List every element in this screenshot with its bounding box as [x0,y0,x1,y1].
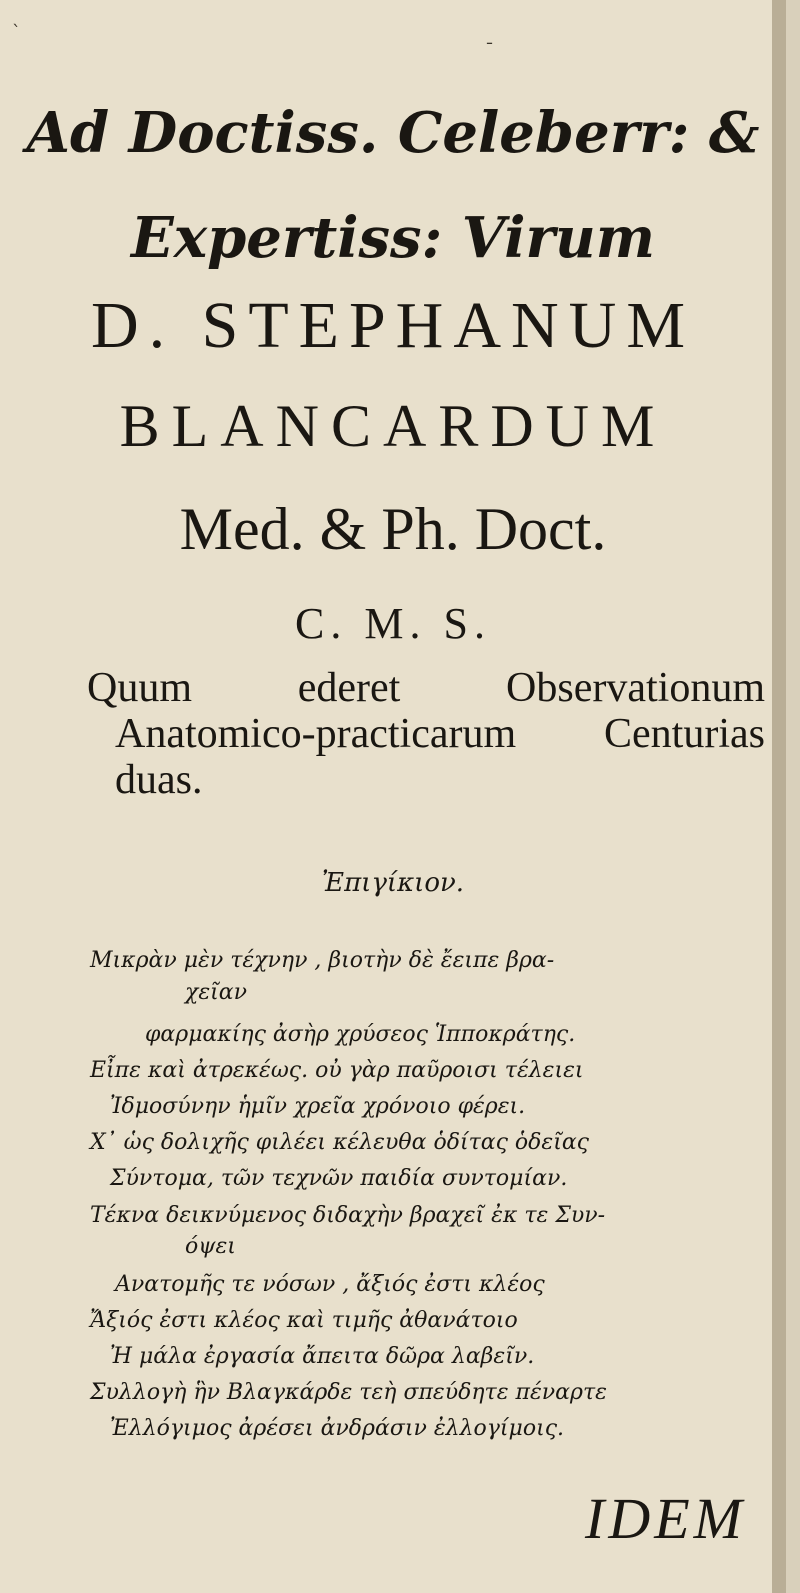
dedicatee-initials: C. M. S. [295,599,491,648]
dedication-line-2: Expertiss: Virum [131,205,655,271]
poem-line: όψει [185,1234,236,1259]
intro-paragraph: Quum ederet Observationum Anatomico-practicarum Centurias duas. [87,665,765,803]
ink-speck: ˋ [12,22,21,43]
poem-line: χεῖαν [185,980,247,1005]
dedicatee-first-name: D. STEPHANUM [90,289,696,362]
signature: IDEM [585,1486,746,1551]
poem-line: Χ᾽ ὡς δολιχῆς φιλέει κέλευθα ὁδίτας ὁδεῖας [90,1130,590,1155]
poem-line: Εἶπε καὶ ἀτρεκέως. οὐ γὰρ παῦροισι τέλειει [90,1058,584,1083]
poem-title: Ἐπιγίκιον. [321,868,465,898]
dedicatee-title: Med. & Ph. Doct. [179,496,607,562]
poem-line: Τέκνα δεικνύμενος διδαχὴν βραχεῖ ἐκ τε Συν- [90,1203,606,1228]
poem-line: Ἰδμοσύνην ἡμῖν χρεῖα χρόνοιο φέρει. [110,1094,526,1119]
poem-line: φαρμακίης ἀσὴρ χρύσεος Ἱπποκράτης. [145,1022,576,1047]
dedication-line-1: Ad Doctiss. Celeberr: & [26,100,760,166]
poem-line: Σύντομα, τῶν τεχνῶν παιδία συντομίαν. [110,1166,568,1191]
poem-line: Ανατομῆς τε νόσων , ἄξιός ἐστι κλέος [115,1272,545,1297]
poem-line: Ἐλλόγιμος ἀρέσει ἀνδράσιν ἐλλογίμοις. [110,1416,565,1441]
poem-line: Ἄξιός ἐστι κλέος καὶ τιμῆς ἀθανάτοιο [90,1308,518,1333]
poem-line: Συλλογὴ ἣν Βλαγκάρδε τεὴ σπεύδητε πέναρτε [90,1380,607,1405]
poem-line: Ἠ μάλα ἐργασία ἄπειτα δῶρα λαβεῖν. [110,1344,535,1369]
poem-line: Μικρὰν μὲν τέχνην , βιοτὴν δὲ ἔειπε βρα- [90,948,555,973]
dedicatee-surname: BLANCARDUM [119,393,667,459]
ink-speck: ˉ [485,40,494,61]
